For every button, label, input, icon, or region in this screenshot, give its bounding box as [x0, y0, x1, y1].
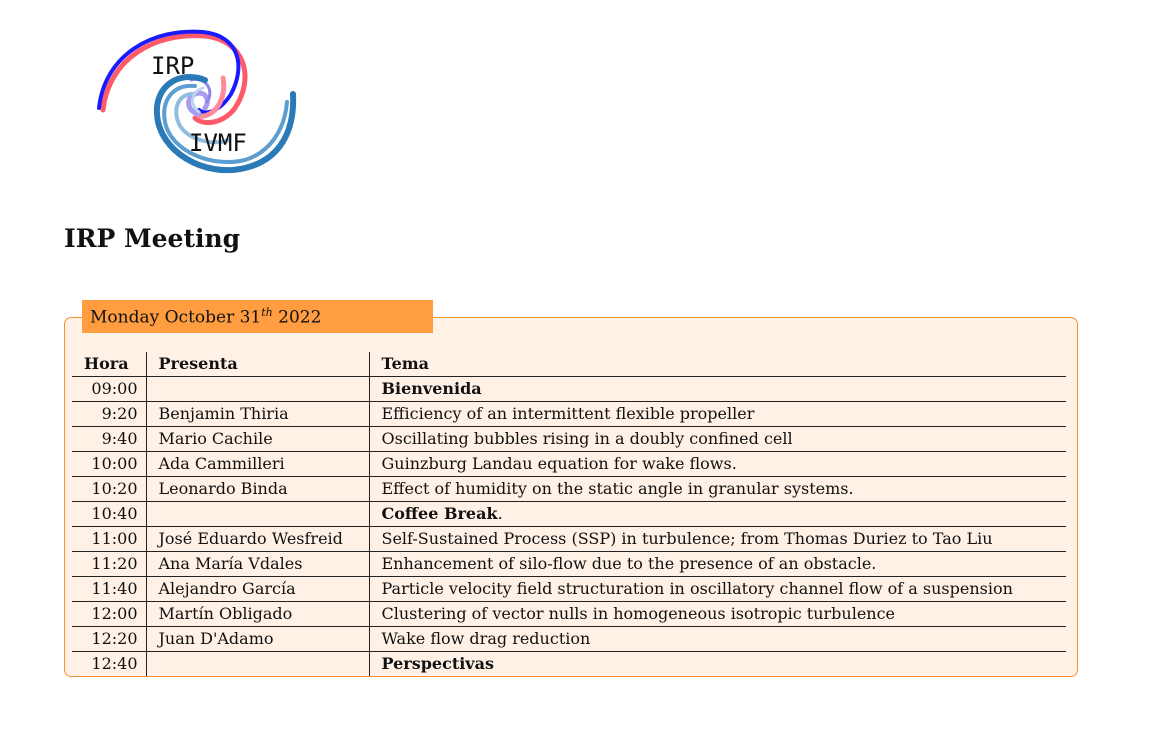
- row-tema-tail: .: [497, 504, 503, 523]
- header-tema: Tema: [369, 352, 1066, 377]
- row-presenta: [146, 502, 369, 527]
- header-presenta: Presenta: [146, 352, 369, 377]
- row-tema-text: Coffee Break: [381, 504, 498, 523]
- row-tema: [369, 427, 1066, 452]
- table-row: [72, 477, 1066, 502]
- row-tema: [369, 502, 1066, 527]
- row-tema: [369, 527, 1066, 552]
- row-tema: [369, 402, 1066, 427]
- table-row: [72, 552, 1066, 577]
- agenda-date-tab: [82, 300, 433, 333]
- row-tema-text: Particle velocity field structuration in oscillatory channel flow of a suspension: [381, 579, 1013, 598]
- logo-text-ivmf: IVMF: [189, 129, 247, 157]
- schedule-body: [72, 377, 1066, 677]
- table-row: [72, 377, 1066, 402]
- row-tema: [369, 377, 1066, 402]
- table-row: [72, 452, 1066, 477]
- table-row: [72, 402, 1066, 427]
- table-row: [72, 652, 1066, 677]
- row-hora: 9:20: [72, 402, 146, 427]
- table-row: [72, 527, 1066, 552]
- row-tema-text: Wake flow drag reduction: [381, 629, 591, 648]
- spiral-logo-graphic: [95, 28, 305, 188]
- row-tema-text: Clustering of vector nulls in homogeneous isotropic turbulence: [381, 604, 896, 623]
- row-hora: 12:40: [72, 652, 146, 677]
- row-presenta: Ada Cammilleri: [146, 452, 369, 477]
- row-presenta: [146, 652, 369, 677]
- row-tema-text: Enhancement of silo-flow due to the presence of an obstacle.: [381, 554, 877, 573]
- table-row: [72, 602, 1066, 627]
- row-presenta: Ana María Vdales: [146, 552, 369, 577]
- row-presenta: José Eduardo Wesfreid: [146, 527, 369, 552]
- irp-ivmf-logo: [95, 28, 305, 188]
- row-tema: [369, 602, 1066, 627]
- date-ordinal-suffix: th: [261, 306, 273, 319]
- table-row: [72, 577, 1066, 602]
- header-hora: Hora: [72, 352, 146, 377]
- row-presenta: Mario Cachile: [146, 427, 369, 452]
- row-tema: [369, 552, 1066, 577]
- row-tema-text: Effect of humidity on the static angle in granular systems.: [381, 479, 854, 498]
- row-hora: 11:20: [72, 552, 146, 577]
- row-hora: 11:40: [72, 577, 146, 602]
- row-tema: [369, 652, 1066, 677]
- row-hora: 11:00: [72, 527, 146, 552]
- row-hora: 10:40: [72, 502, 146, 527]
- row-tema: [369, 477, 1066, 502]
- row-tema-text: Bienvenida: [381, 379, 482, 398]
- row-tema-text: Self-Sustained Process (SSP) in turbulence; from Thomas Duriez to Tao Liu: [381, 529, 993, 548]
- row-hora: 10:20: [72, 477, 146, 502]
- logo-text-irp: IRP: [151, 52, 195, 80]
- row-presenta: Martín Obligado: [146, 602, 369, 627]
- schedule-table: [72, 352, 1066, 676]
- row-tema: [369, 577, 1066, 602]
- table-row: [72, 427, 1066, 452]
- row-presenta: [146, 377, 369, 402]
- table-row: [72, 627, 1066, 652]
- row-presenta: Alejandro García: [146, 577, 369, 602]
- row-hora: 12:20: [72, 627, 146, 652]
- date-prefix: Monday October 31: [90, 307, 262, 328]
- row-tema-text: Perspectivas: [381, 654, 494, 673]
- row-presenta: Benjamin Thiria: [146, 402, 369, 427]
- row-presenta: Juan D'Adamo: [146, 627, 369, 652]
- row-tema-text: Guinzburg Landau equation for wake flows.: [381, 454, 737, 473]
- table-row: [72, 502, 1066, 527]
- row-hora: 9:40: [72, 427, 146, 452]
- row-tema-text: Efficiency of an intermittent flexible propeller: [381, 404, 755, 423]
- page-title: IRP Meeting: [64, 224, 241, 253]
- schedule-header-row: [72, 352, 1066, 377]
- date-year: 2022: [272, 307, 322, 328]
- row-hora: 09:00: [72, 377, 146, 402]
- row-tema-text: Oscillating bubbles rising in a doubly confined cell: [381, 429, 793, 448]
- row-hora: 10:00: [72, 452, 146, 477]
- row-tema: [369, 452, 1066, 477]
- row-hora: 12:00: [72, 602, 146, 627]
- row-tema: [369, 627, 1066, 652]
- row-presenta: Leonardo Binda: [146, 477, 369, 502]
